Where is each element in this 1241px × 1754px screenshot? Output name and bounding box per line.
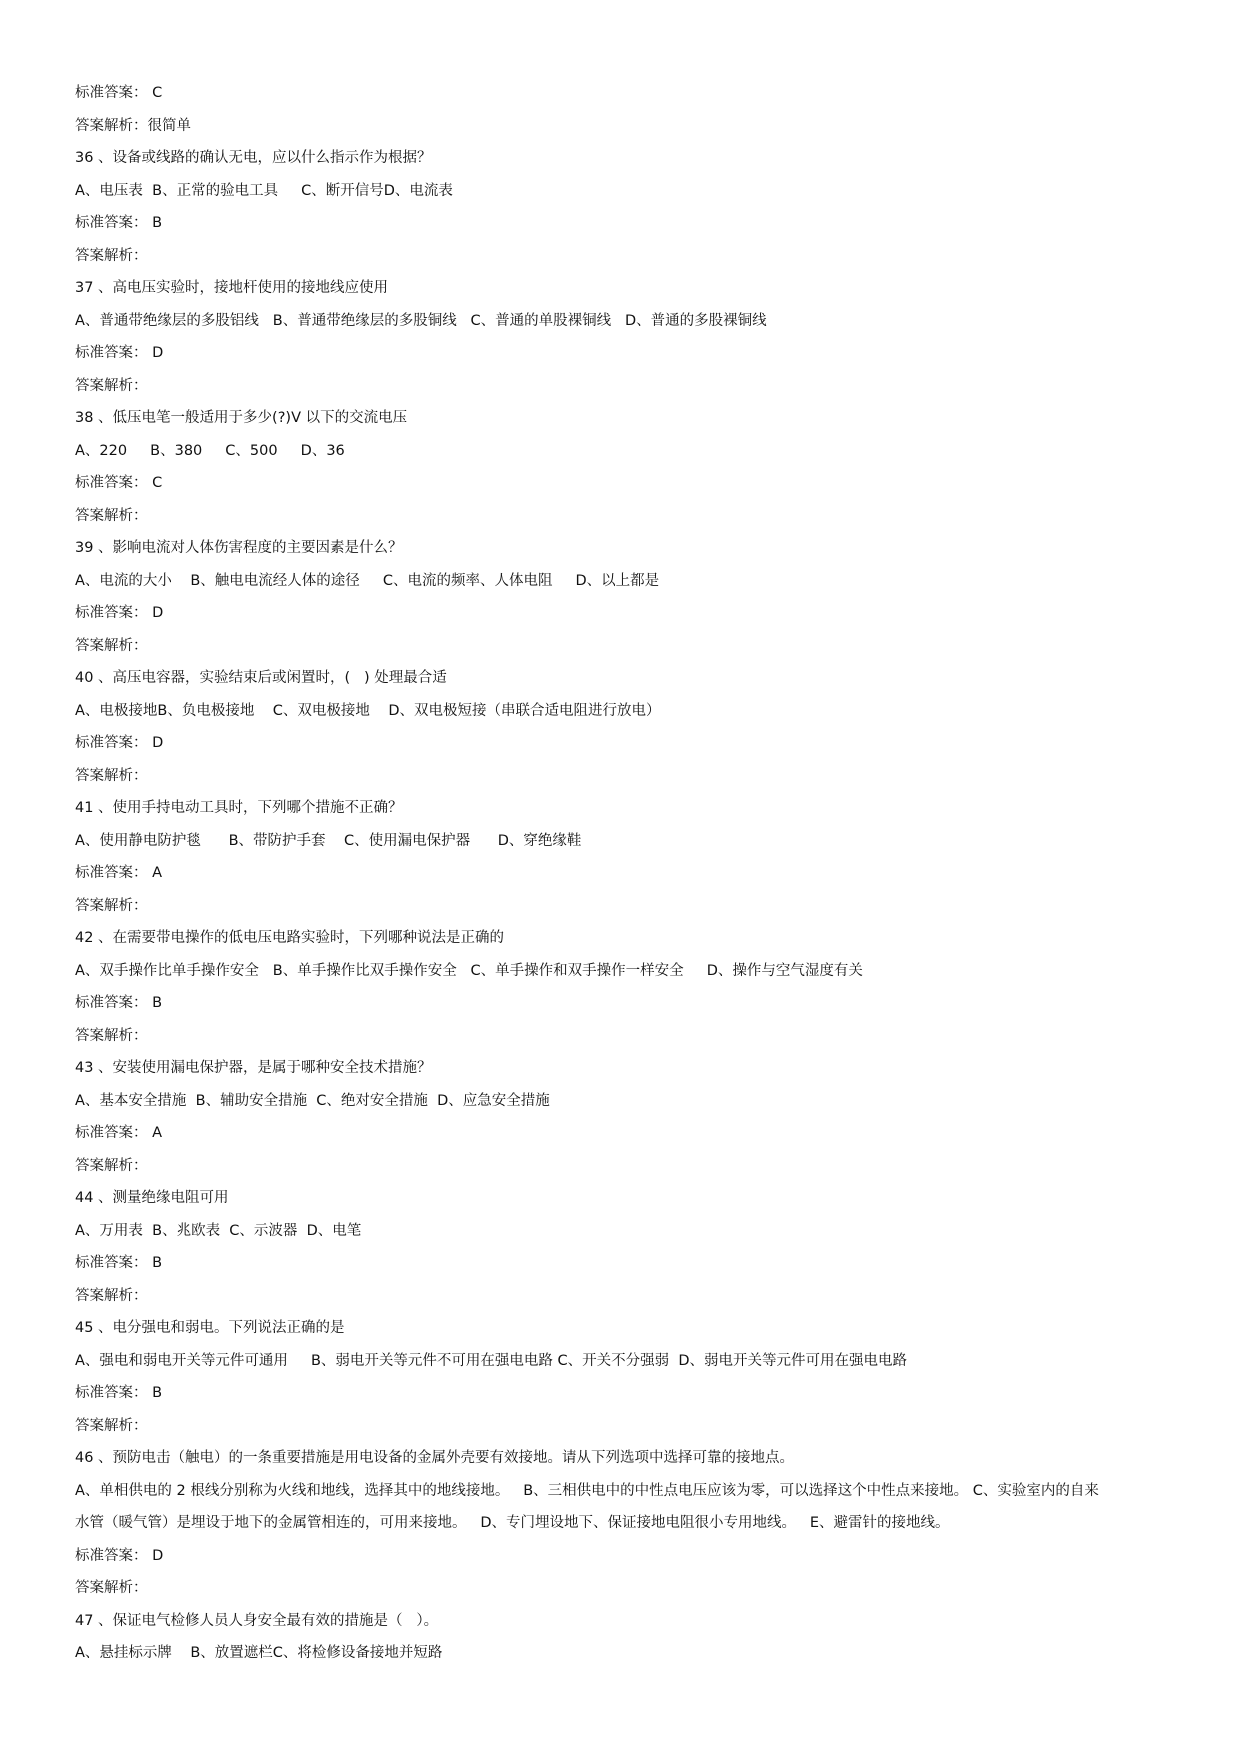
- text-line: 45 、电分强电和弱电。下列说法正确的是: [75, 1320, 345, 1336]
- text-line: A、基本安全措施 B、辅助安全措施 C、绝对安全措施 D、应急安全措施: [75, 1092, 550, 1109]
- document-body: [75, 77, 1165, 1670]
- text-line: A、普通带绝缘层的多股铝线 B、普通带绝缘层的多股铜线 C、普通的单股裸铜线 D、普通的多股裸铜线: [75, 312, 767, 329]
- text-line: 41 、使用手持电动工具时，下列哪个措施不正确？: [75, 800, 403, 816]
- text-line: 标准答案： B: [75, 995, 163, 1011]
- text-line: A、电流的大小 B、触电电流经人体的途径 C、电流的频率、人体电阻 D、以上都是: [75, 572, 660, 589]
- text-line: A、使用静电防护毯 B、带防护手套 C、使用漏电保护器 D、穿绝缘鞋: [75, 832, 582, 849]
- text-line: A、电压表 B、正常的验电工具 C、断开信号D、电流表: [75, 182, 453, 199]
- text-line: 答案解析：: [75, 377, 148, 394]
- text-line: 答案解析：: [75, 507, 148, 524]
- text-line: A、万用表 B、兆欧表 C、示波器 D、电笔: [75, 1222, 362, 1239]
- text-line: A、单相供电的 2 根线分别称为火线和地线，选择其中的地线接地。 B、三相供电中的中性点电压应该为零，可以选择这个中性点来接地。 C、实验室内的自来: [75, 1482, 1099, 1499]
- text-line: 水管（暖气管）是埋设于地下的金属管相连的，可用来接地。 D、专门埋设地下、保证接地电阻很小专用地线。 E、避雷针的接地线。: [75, 1515, 950, 1531]
- text-line: 42 、在需要带电操作的低电压电路实验时，下列哪种说法是正确的: [75, 930, 505, 946]
- text-line: 标准答案： D: [75, 1547, 164, 1564]
- text-line: 答案解析：: [75, 767, 148, 784]
- text-line: 答案解析：: [75, 1157, 148, 1174]
- text-line: 44 、测量绝缘电阻可用: [75, 1190, 229, 1206]
- text-line: A、220 B、380 C、500 D、36: [75, 442, 345, 459]
- text-line: A、电极接地B、负电极接地 C、双电极接地 D、双电极短接（串联合适电阻进行放电）: [75, 702, 661, 719]
- text-line: 40 、高压电容器，实验结束后或闲置时，( ) 处理最合适: [75, 670, 447, 686]
- text-line: 标准答案： B: [75, 1385, 163, 1401]
- text-line: 标准答案： B: [75, 215, 163, 231]
- text-line: A、悬挂标示牌 B、放置遮栏C、将检修设备接地并短路: [75, 1645, 443, 1661]
- text-line: 答案解析：: [75, 247, 148, 264]
- text-line: 47 、保证电气检修人员人身安全最有效的措施是（ ）。: [75, 1612, 439, 1629]
- text-line: 标准答案： D: [75, 605, 164, 621]
- text-line: 答案解析：: [75, 637, 148, 654]
- text-line: 标准答案： A: [75, 865, 163, 881]
- text-line: 标准答案： B: [75, 1255, 163, 1271]
- text-line: 46 、预防电击（触电）的一条重要措施是用电设备的金属外壳要有效接地。请从下列选项中选择可靠的接地点。: [75, 1450, 795, 1466]
- text-line: 标准答案： D: [75, 735, 164, 751]
- text-line: 答案解析：: [75, 897, 148, 914]
- text-line: 标准答案： D: [75, 345, 164, 361]
- text-line: 答案解析：: [75, 1027, 148, 1044]
- text-line: 标准答案： A: [75, 1125, 163, 1141]
- text-line: 答案解析：很简单: [75, 117, 191, 134]
- text-line: 标准答案： C: [75, 85, 163, 101]
- text-line: 39 、影响电流对人体伤害程度的主要因素是什么？: [75, 540, 403, 556]
- text-line: A、双手操作比单手操作安全 B、单手操作比双手操作安全 C、单手操作和双手操作一样安全 D、操作与空气湿度有关: [75, 962, 863, 979]
- text-line: 答案解析：: [75, 1287, 148, 1304]
- text-line: 答案解析：: [75, 1580, 148, 1596]
- text-line: 36 、设备或线路的确认无电，应以什么指示作为根据？: [75, 150, 432, 166]
- text-line: 答案解析：: [75, 1417, 148, 1434]
- text-line: 37 、高电压实验时，接地杆使用的接地线应使用: [75, 280, 389, 296]
- text-line: 标准答案： C: [75, 475, 163, 491]
- text-line: 43 、安装使用漏电保护器，是属于哪种安全技术措施？: [75, 1060, 432, 1076]
- text-line: A、强电和弱电开关等元件可通用 B、弱电开关等元件不可用在强电电路 C、开关不分强弱 D、弱电开关等元件可用在强电电路: [75, 1352, 908, 1369]
- text-line: 38 、低压电笔一般适用于多少(?)V 以下的交流电压: [75, 410, 408, 426]
